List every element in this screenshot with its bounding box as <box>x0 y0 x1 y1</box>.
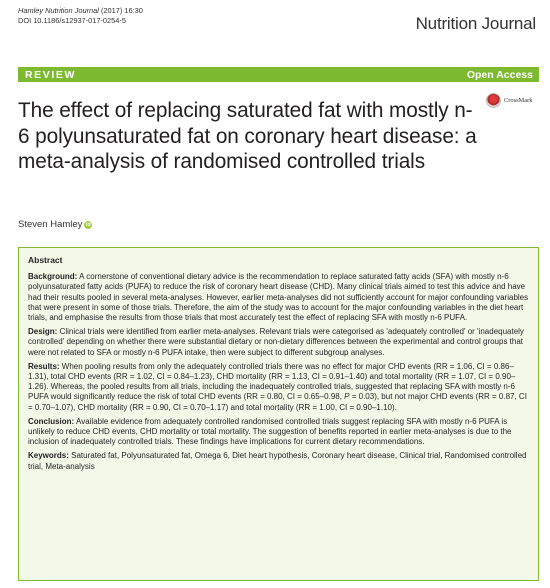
author-name[interactable]: Steven Hamley <box>18 219 83 230</box>
conclusion-label: Conclusion: <box>28 416 75 426</box>
article-type-banner <box>18 67 539 82</box>
doi-line[interactable]: DOI 10.1186/s12937-017-0254-5 <box>18 15 126 25</box>
article-type-label: REVIEW <box>25 68 77 81</box>
keywords-label: Keywords: <box>28 451 69 461</box>
results-text-part1: When pooling results from only the adequately controlled trials there was no effect for major CHD events (RR = 1.06, CI = 0.86–1.31), total CHD events (RR = 1.02, CI = 0.84–1.23), CHD mortality (RR = 1.13, CI = 0.91–1.40) and total mortality (RR = 1.07, CI = 0.90–1.26). Whereas, the pooled results from all trials, including the inadequately controlled trials, suggested that replacing SFA with mostly n-6 PUFA would significantly reduce the risk of total CHD events (RR = 0.80, CI = 0.65–0.98, <box>28 361 516 402</box>
journal-short-name: Hamley Nutrition Journal <box>18 6 99 15</box>
author-line <box>18 219 92 230</box>
design-text: Clinical trials were identified from earlier meta-analyses. Relevant trials were categorised as 'adequately controlled' or 'inadequately controlled' depending on whether there were substantial dietary or non-dietary differences between the experimental and control groups that were not related to SFA or mostly n-6 PUFA intake, then were subject to different subgroup analyses. <box>28 327 524 357</box>
abstract-background <box>28 272 529 323</box>
abstract-keywords <box>28 451 529 471</box>
conclusion-text: Available evidence from adequately controlled randomised controlled trials suggest replacing SFA with mostly n-6 PUFA is unlikely to reduce CHD events, CHD mortality or total mortality. The suggestion of benefits reported in earlier meta-analyses is due to the inclusion of inadequately controlled trials. These findings have implications for current dietary recommendations. <box>28 416 512 447</box>
abstract-conclusion <box>28 417 529 448</box>
journal-title: Nutrition Journal <box>415 14 536 33</box>
abstract-results <box>28 362 529 413</box>
background-label: Background: <box>28 272 78 282</box>
running-header <box>18 6 143 25</box>
citation-line <box>18 6 143 16</box>
p-value-symbol: P <box>344 392 350 402</box>
crossmark-icon <box>486 93 501 108</box>
design-label: Design: <box>28 327 58 337</box>
article-title: The effect of replacing saturated fat with mostly n-6 polyunsaturated fat on coronary heart disease: a meta-analysis of randomised controlled trials <box>18 99 477 173</box>
abstract-design <box>28 327 529 358</box>
background-text: A cornerstone of conventional dietary advice is the recommendation to replace saturated fatty acids (SFA) with mostly n-6 polyunsaturated fatty acids (PUFA) to reduce the risk of coronary heart disease (CHD). Many clinical trials aimed to test this advice and have had their results pooled in several meta-analyses. However, earlier meta-analyses did not sufficiently account for major confounding variables that were present in some of those trials. Therefore, the aim of the study was to account for the major confounding variables in the diet heart trials, and emphasise the results from those trials that most accurately test the effect of replacing SFA with mostly n-6 PUFA. <box>28 272 529 323</box>
abstract-heading: Abstract <box>28 255 63 265</box>
abstract-box <box>18 247 539 581</box>
orcid-icon[interactable]: id <box>85 221 91 228</box>
results-label: Results: <box>28 361 60 371</box>
crossmark-label: CrossMark <box>504 97 533 104</box>
open-access-label: Open Access <box>466 68 533 81</box>
keywords-text: Saturated fat, Polyunsaturated fat, Omega 6, Diet heart hypothesis, Coronary heart disease, Clinical trial, Randomised controlled trial, Meta-analysis <box>28 451 527 471</box>
results-text-part2: = 0.03), but not major CHD events (RR = 0.87, CI = 0.70–1.07), CHD mortality (RR = 0.90, CI = 0.70–1.17) and total mortality (RR = 1.00, CI = 0.90–1.10). <box>28 392 527 412</box>
crossmark-badge[interactable] <box>486 93 532 108</box>
year-volume-page: (2017) 16:30 <box>98 6 143 15</box>
